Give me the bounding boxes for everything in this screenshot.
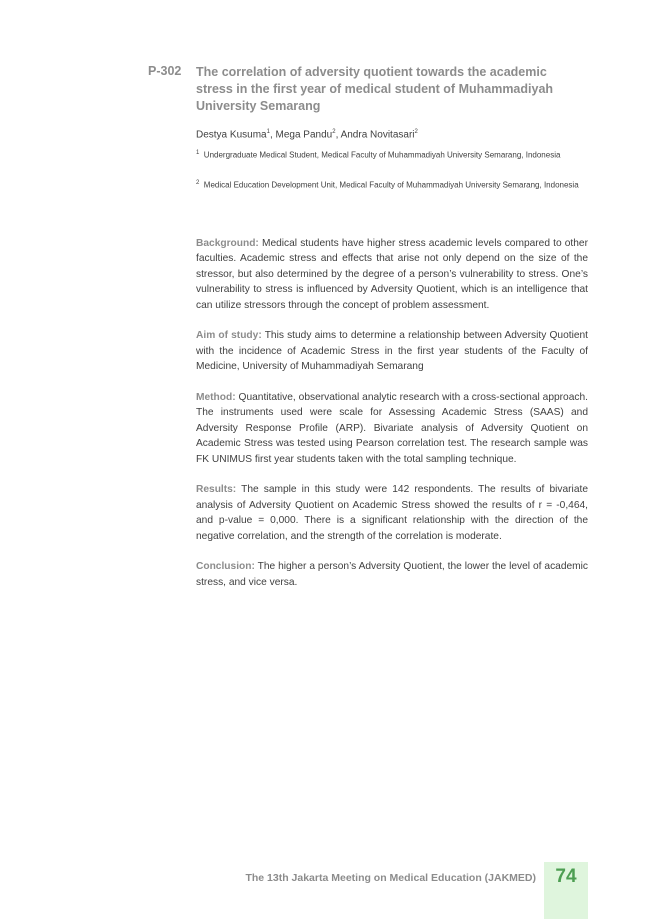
section-text: The higher a person’s Adversity Quotient, the lower the level of academic stress, and vice versa.: [196, 561, 588, 588]
section-text: Medical students have higher stress academic levels compared to other faculties. Academic stress and effects that arise not only depend on the size of the stressor, but also determined by the degree of a person’s vulnerability to stress. One’s vulnerability to stress is influenced by Adversity Quotient, which is an intelligence that can utilize stressors through the concept of problem assessment.: [196, 238, 588, 311]
footer-conference-name: The 13th Jakarta Meeting on Medical Education (JAKMED): [245, 872, 536, 884]
section-text: Quantitative, observational analytic research with a cross-sectional approach. The instruments used were scale for Assessing Academic Stress (SAAS) and Adversity Response Profile (ARP). Bivariate analysis of Adversity Quotient on Academic Stress was tested using Pearson correlation test. The research sample was FK UNIMUS first year students taken with the total sampling technique.: [196, 392, 588, 465]
abstract-title: The correlation of adversity quotient towards the academic stress in the first year of medical student of Muhammadiyah University Semarang: [196, 65, 554, 113]
abstract-id: P-302: [148, 64, 182, 78]
abstract-body: [196, 236, 588, 606]
affiliation: [196, 176, 588, 193]
author-name: Andra Novitasari: [340, 129, 415, 141]
affiliation-marker: 2: [196, 180, 200, 186]
section-text: The sample in this study were 142 respondents. The results of bivariate analysis of Adversity Quotient on Academic Stress showed the results of r = -0,464, and p-value = 0,000. There is a significant relationship with the direction of the negative correlation, and the strength of the correlation is moderate.: [196, 484, 588, 542]
author-affil-marker: 1: [266, 129, 270, 135]
author-affil-marker: 2: [332, 129, 336, 135]
page-number: 74: [555, 866, 577, 887]
section-method: [196, 390, 588, 467]
section-text: This study aims to determine a relationship between Adversity Quotient with the incidence of Academic Stress in the first year students of the Faculty of Medicine, University of Muhammadiyah Semarang: [196, 330, 588, 373]
affiliation-text: Medical Education Development Unit, Medical Faculty of Muhammadiyah University Semarang, Indonesia: [203, 180, 579, 190]
section-aim: [196, 328, 588, 374]
page-number-box: [544, 862, 588, 919]
author-name: Mega Pandu: [275, 129, 333, 141]
author-list: Destya Kusuma$^1$, Mega Pandu$^2$, Andra Novitasari$^2$: [196, 129, 418, 141]
affiliation-marker: 1: [196, 150, 200, 156]
section-heading: Aim of study:: [196, 330, 262, 342]
section-background: [196, 236, 588, 313]
author-name: Destya Kusuma: [196, 129, 267, 141]
affiliation: [196, 146, 588, 163]
section-results: [196, 482, 588, 544]
section-heading: Method:: [196, 392, 236, 404]
author-affil-marker: 2: [414, 129, 418, 135]
section-conclusion: [196, 559, 588, 590]
affiliation-text: Undergraduate Medical Student, Medical Faculty of Muhammadiyah University Semarang, Indonesia: [203, 150, 561, 160]
section-heading: Results:: [196, 484, 237, 496]
section-heading: Background:: [196, 238, 259, 249]
section-heading: Conclusion:: [196, 561, 255, 573]
